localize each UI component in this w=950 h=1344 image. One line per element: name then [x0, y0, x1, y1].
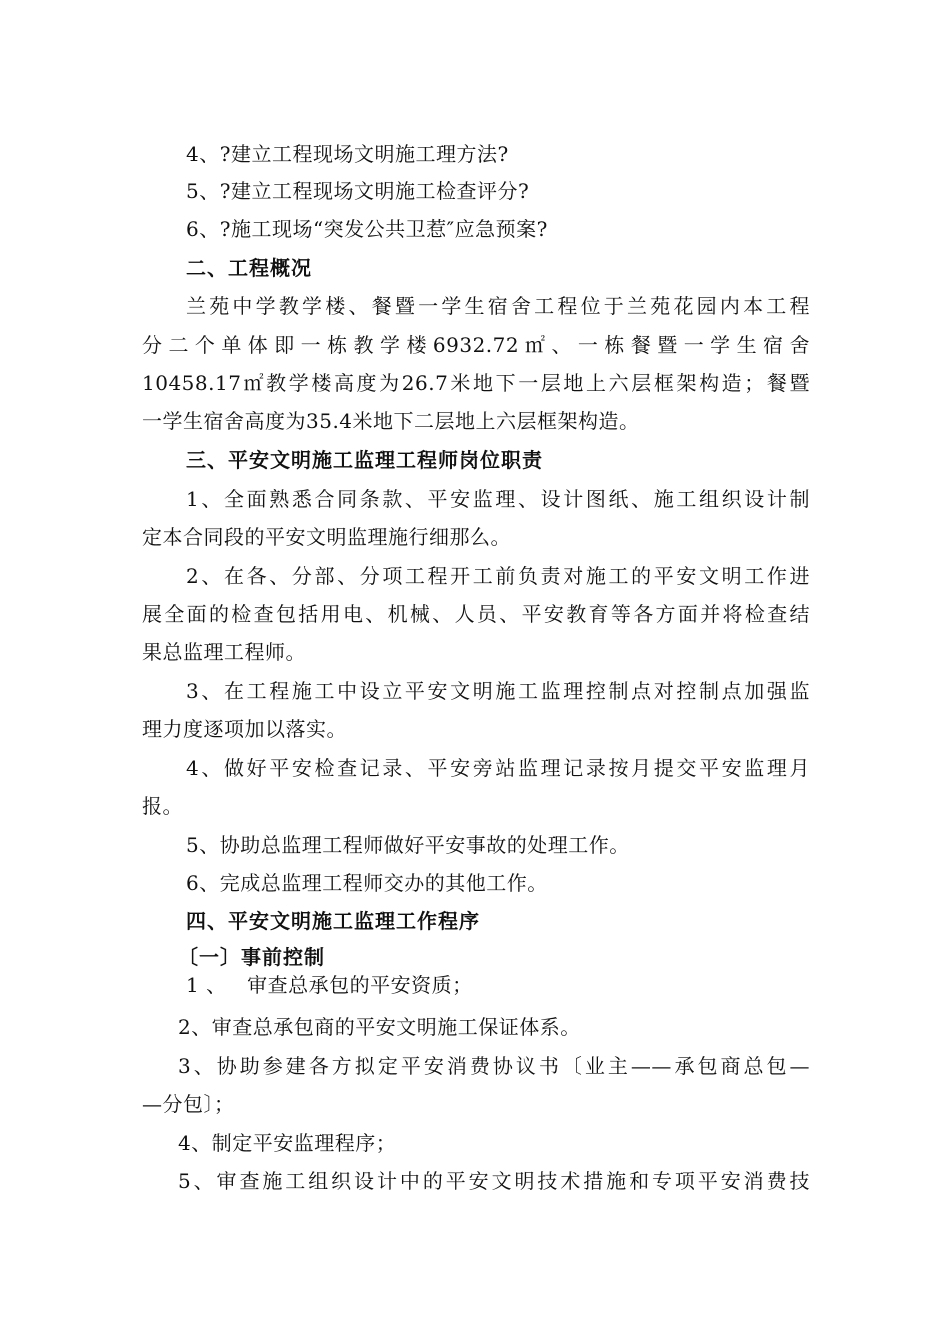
list-item: 2、审查总承包商的平安文明施工保证体系。 — [178, 1015, 581, 1039]
paragraph-line: 展全面的检查包括用电、机械、人员、平安教育等各方面并将检查结 — [142, 602, 810, 626]
list-item: —分包〕； — [142, 1092, 235, 1116]
subsection-heading: 〔一〕事前控制 — [178, 945, 325, 969]
list-item: 4、制定平安监理程序； — [178, 1131, 397, 1155]
paragraph-line: 6、完成总监理工程师交办的其他工作。 — [186, 871, 548, 895]
paragraph-line: 理力度逐项加以落实。 — [142, 717, 347, 741]
paragraph-line: 果总监理工程师。 — [142, 640, 306, 664]
list-item: 3、协助参建各方拟定平安消费协议书〔业主——承包商总包— — [178, 1054, 810, 1078]
paragraph-line: 5、协助总监理工程师做好平安事故的处理工作。 — [186, 833, 630, 857]
paragraph-line: 1、全面熟悉合同条款、平安监理、设计图纸、施工组织设计制 — [186, 487, 810, 511]
list-item: 5、?建立工程现场文明施工检查评分? — [186, 179, 530, 203]
paragraph-line: 一学生宿舍高度为35.4米地下二层地上六层框架构造。 — [142, 409, 640, 433]
paragraph-line: 兰苑中学教学楼、餐暨一学生宿舍工程位于兰苑花园内本工程 — [186, 294, 810, 318]
list-item: 4、?建立工程现场文明施工理方法? — [186, 142, 509, 166]
paragraph-line: 3、在工程施工中设立平安文明施工监理控制点对控制点加强监 — [186, 679, 810, 703]
paragraph-line: 分二个单体即一栋教学楼6932.72㎡、一栋餐暨一学生宿舍 — [142, 333, 810, 357]
paragraph-line: 定本合同段的平安文明监理施行细那么。 — [142, 525, 511, 549]
paragraph-line: 报。 — [142, 794, 183, 818]
paragraph-line: 10458.17㎡教学楼高度为26.7米地下一层地上六层框架构造；餐暨 — [142, 371, 810, 395]
section-heading: 二、工程概况 — [186, 256, 312, 280]
section-heading: 三、平安文明施工监理工程师岗位职责 — [186, 448, 543, 472]
paragraph-line: 2、在各、分部、分项工程开工前负责对施工的平安文明工作进 — [186, 564, 810, 588]
list-item: 5、审查施工组织设计中的平安文明技术措施和专项平安消费技 — [178, 1169, 810, 1193]
section-heading: 四、平安文明施工监理工作程序 — [186, 909, 480, 933]
list-item: 6、?施工现场“突发公共卫惹″应急预案? — [186, 217, 548, 241]
paragraph-line: 4、做好平安检查记录、平安旁站监理记录按月提交平安监理月 — [186, 756, 810, 780]
list-item: 1 、 审查总承包的平安资质； — [186, 973, 473, 997]
